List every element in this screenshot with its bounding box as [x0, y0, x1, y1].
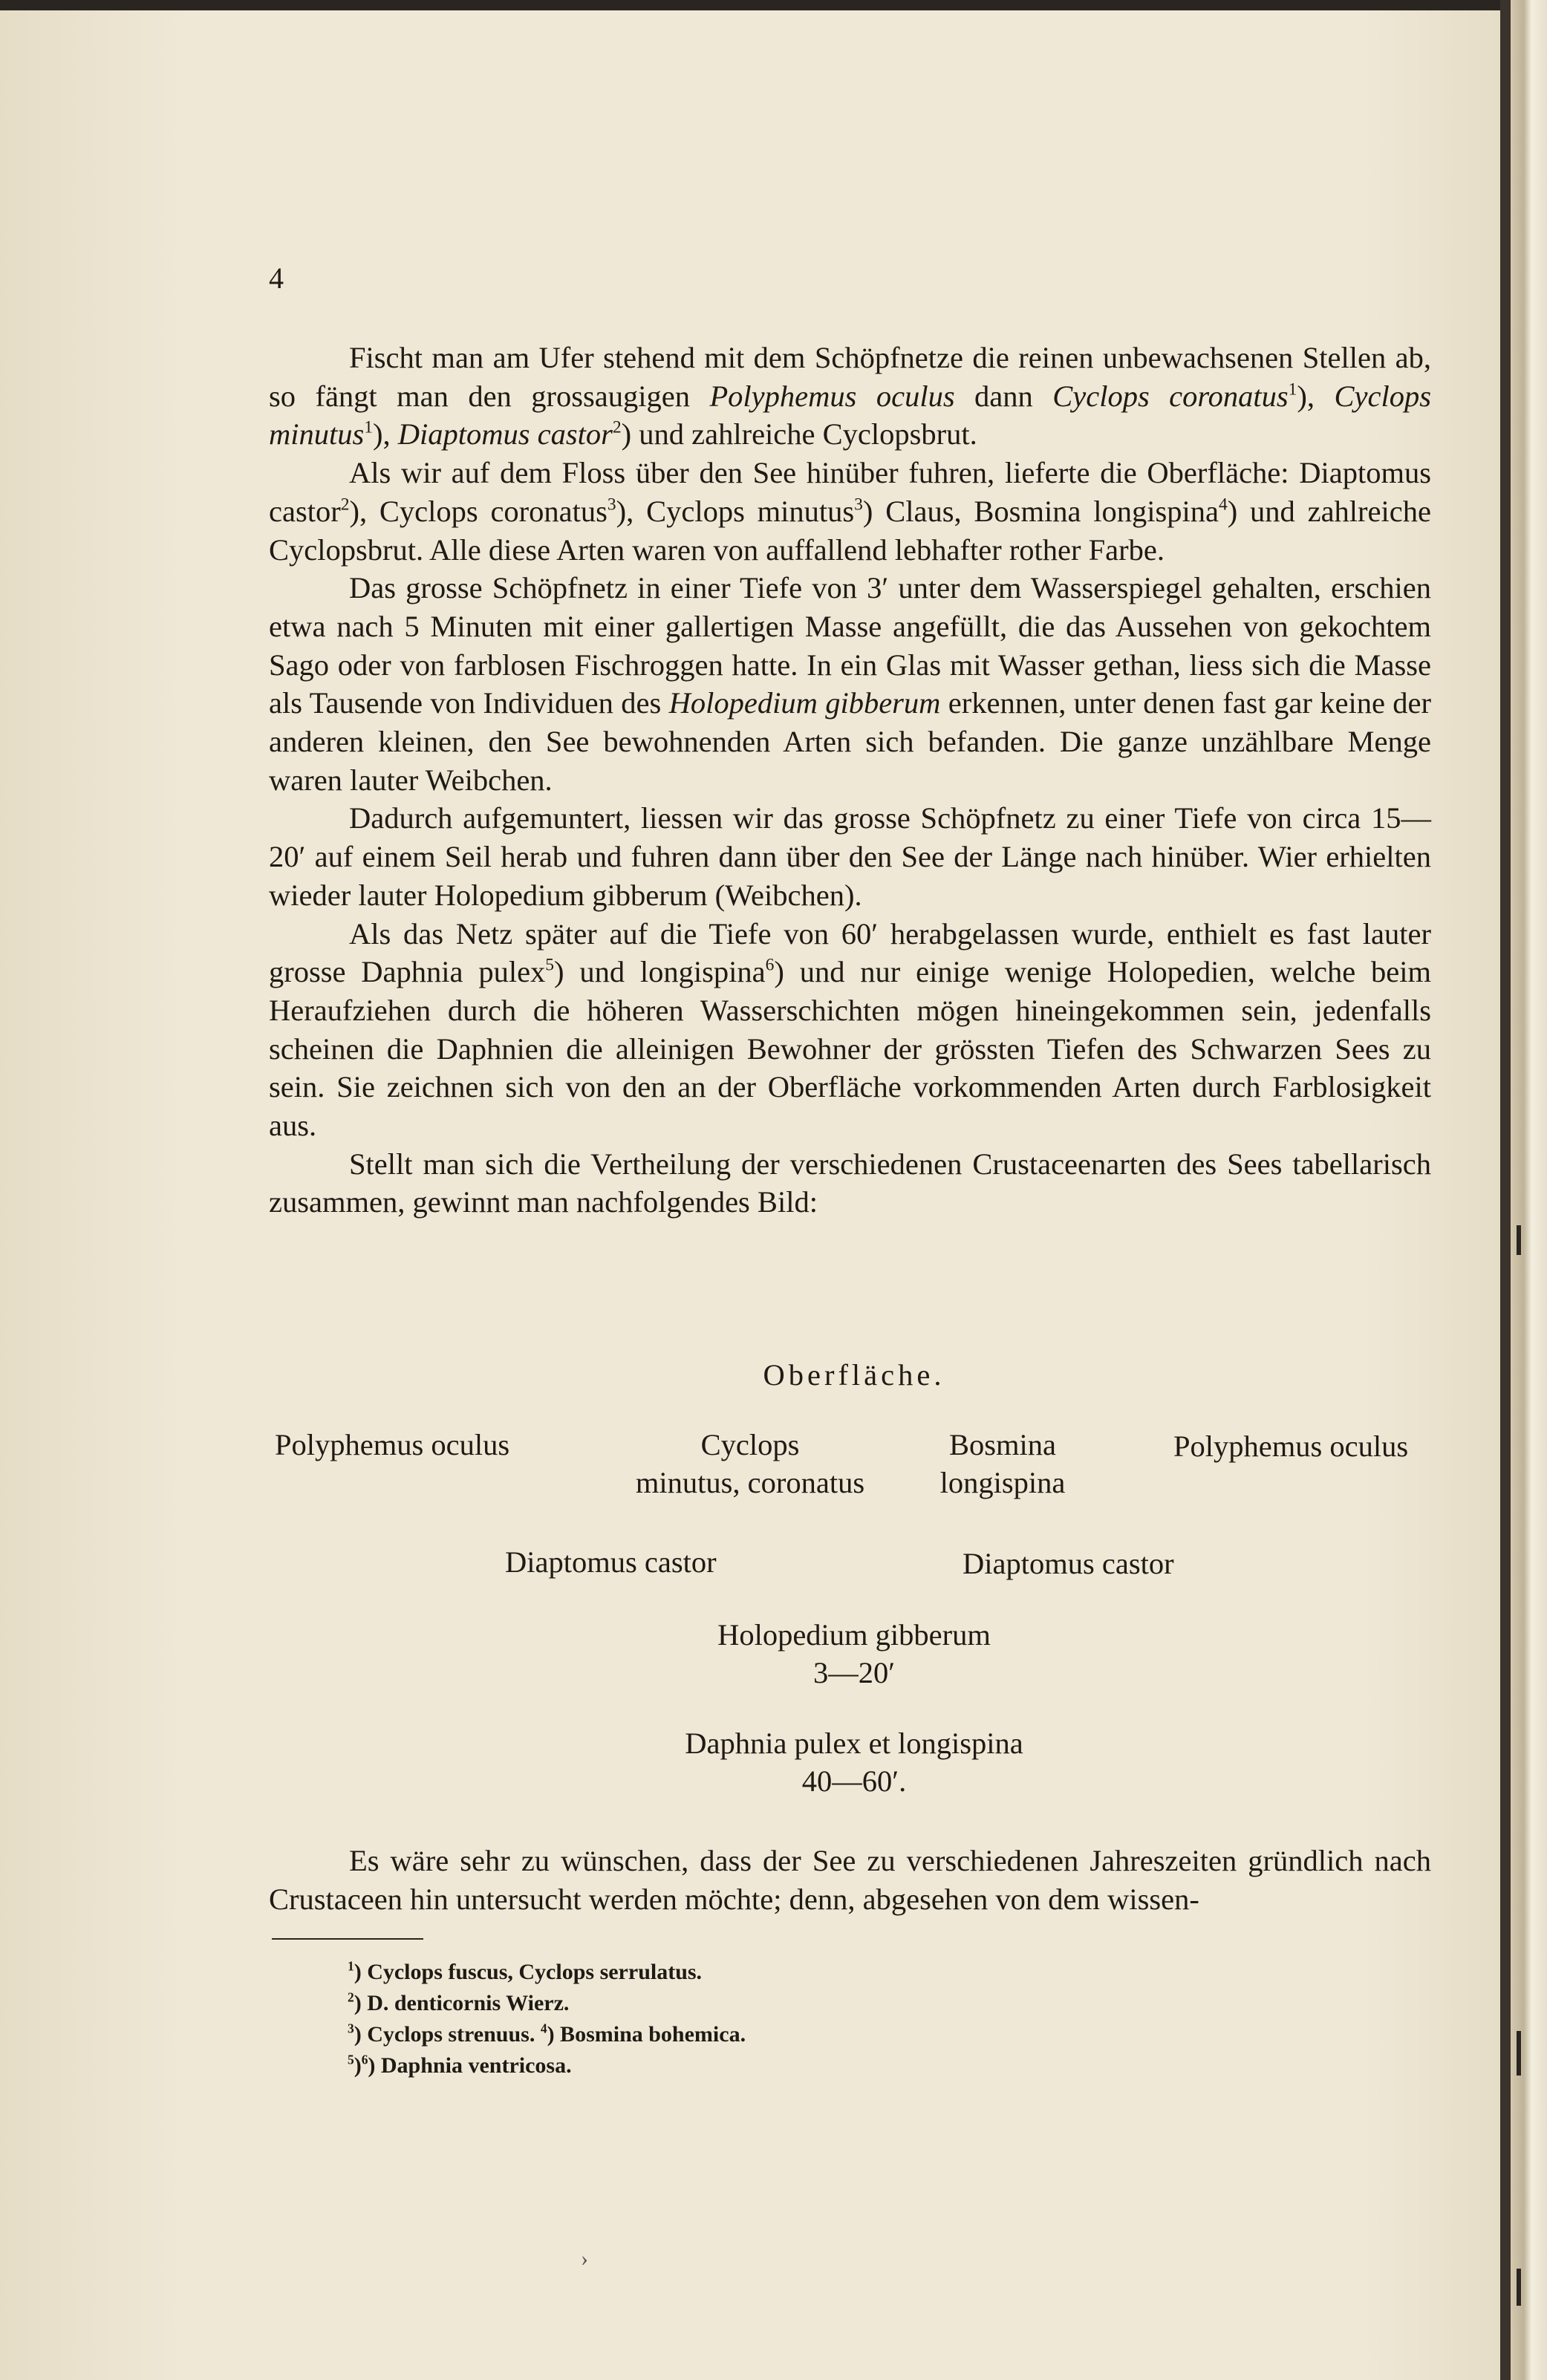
holopedium-name: Holopedium gibberum: [717, 1618, 991, 1652]
footnote-ref: 3: [854, 495, 863, 515]
paragraph-6: Stellt man sich die Vertheilung der verschiedenen Crustaceenarten des Sees tabellarisch zusammen, gewinnt man nachfolgendes Bild:: [269, 1147, 1431, 1219]
paragraph-5: Als das Netz später auf die Tiefe von 60′ herabgelassen wurde, enthielt es fast lauter grosse Daphnia pulex$^5$) und longispina$^6$) und nur einige wenige Holopedien, welche beim Heraufziehen durch die höheren Wasserschichten mögen hineingekommen sein, jedenfalls scheinen die Daphnien die alleinigen Bewohner der grössten Tiefen des Schwarzen Sees zu sein. Sie zeichnen sich von den an der Oberfläche vorkommenden Arten durch Farblosigkeit aus.: [269, 916, 1431, 1143]
surface-cyclops: [594, 1426, 906, 1502]
closing-paragraph: [269, 1842, 1431, 1918]
paragraph-1: Fischt man am Ufer stehend mit dem Schöpfnetze die reinen unbewachsenen Stellen ab, so fängt man den grossaugigen Polyphemus oculus dann Cyclops coronatus$^1$), Cyclops minutus$^1$), Diaptomus castor$^2$) und zahlreiche Cyclopsbrut.: [269, 341, 1431, 451]
holopedium-depth: 3—20′: [812, 1656, 896, 1689]
diaptomus-right: Diaptomus castor: [963, 1547, 1174, 1580]
surface-cyclops-line2: minutus, coronatus: [635, 1466, 865, 1499]
italic-species-name: Cyclops minutus: [269, 379, 1431, 451]
surface-polyphemus-left: Polyphemus oculus: [275, 1428, 510, 1461]
footnote-rule: [272, 1938, 423, 1940]
footnote-5-6: $^5$)$^6$) Daphnia ventricosa.: [348, 2052, 572, 2078]
body-text: [269, 339, 1431, 1222]
holopedium-entry: [631, 1616, 1077, 1692]
page-number: 4: [269, 261, 284, 295]
edge-notch: [1517, 2269, 1521, 2306]
footnote-ref: 2: [612, 418, 622, 438]
footnote-ref: 4: [1218, 495, 1228, 515]
italic-species-name: Polyphemus oculus: [709, 379, 955, 413]
surface-bosmina: [891, 1426, 1114, 1502]
edge-notch: [1517, 1225, 1521, 1255]
table-heading: Oberfläche.: [763, 1358, 945, 1392]
footnote-ref: 3: [607, 495, 616, 515]
daphnia-entry: [594, 1724, 1114, 1800]
footnote-3-4: $^3$) Cyclops strenuus. $^4$) Bosmina bohemica.: [348, 2021, 746, 2047]
binding-shadow: [1500, 0, 1511, 2380]
footnote-1: $^1$) Cyclops fuscus, Cyclops serrulatus.: [348, 1958, 703, 1984]
top-edge-line: [0, 0, 1547, 10]
edge-notch: [1517, 2031, 1521, 2076]
surface-cyclops-line1: Cyclops: [700, 1428, 800, 1461]
diaptomus-left: Diaptomus castor: [505, 1545, 717, 1579]
italic-species-name: Holopedium gibberum: [668, 686, 941, 720]
daphnia-name: Daphnia pulex et longispina: [685, 1727, 1023, 1760]
daphnia-depth: 40—60′.: [801, 1764, 907, 1798]
paragraph-2: Als wir auf dem Floss über den See hinüber fuhren, lieferte die Oberfläche: Diaptomus castor$^2$), Cyclops coronatus$^3$), Cyclops minutus$^3$) Claus, Bosmina longispina$^4$) und zahlreiche Cyclopsbrut. Alle diese Arten waren von auffallend lebhafter rother Farbe.: [269, 456, 1431, 567]
footnote-ref: 2: [340, 495, 350, 515]
paragraph-4: Dadurch aufgemuntert, liessen wir das grosse Schöpfnetz zu einer Tiefe von circa 15—20′ auf einem Seil herab und fuhren dann über den See der Länge nach hinüber. Wier erhielten wieder lauter Holopedium gibberum (Weibchen).: [269, 801, 1431, 912]
footnote-ref: 5: [545, 955, 555, 975]
surface-bosmina-line1: Bosmina: [948, 1428, 1056, 1461]
footnote-ref: 1: [364, 418, 374, 438]
closing-paragraph-line-1: Es wäre sehr zu wünschen, dass der See zu verschiedenen Jahreszeiten gründlich nach Crustaceen hin untersucht werden möchte; denn, abgesehen von dem wissen-: [269, 1844, 1431, 1916]
italic-species-name: Cyclops coronatus: [1052, 379, 1289, 413]
bottom-mark: ›: [581, 2246, 588, 2271]
footnote-ref: 6: [765, 955, 775, 975]
paragraph-3: Das grosse Schöpfnetz in einer Tiefe von 3′ unter dem Wasserspiegel gehalten, erschien etwa nach 5 Minuten mit einer gallertigen Masse angefüllt, die das Aussehen von gekochtem Sago oder von farblosen Fischroggen hatte. In ein Glas mit Wasser gethan, liess sich die Masse als Tausende von Individuen des Holopedium gibberum erkennen, unter denen fast gar keine der anderen kleinen, den See bewohnenden Arten sich befanden. Die ganze unzählbare Menge waren lauter Weibchen.: [269, 571, 1432, 797]
italic-species-name: Diaptomus castor: [397, 417, 613, 451]
footnote-ref: 1: [1288, 379, 1297, 400]
surface-polyphemus-right: Polyphemus oculus: [1173, 1429, 1409, 1463]
page-right-edge: [1508, 0, 1547, 2380]
surface-bosmina-line2: longispina: [939, 1466, 1066, 1499]
footnote-2: $^2$) D. denticornis Wierz.: [348, 1989, 570, 2015]
